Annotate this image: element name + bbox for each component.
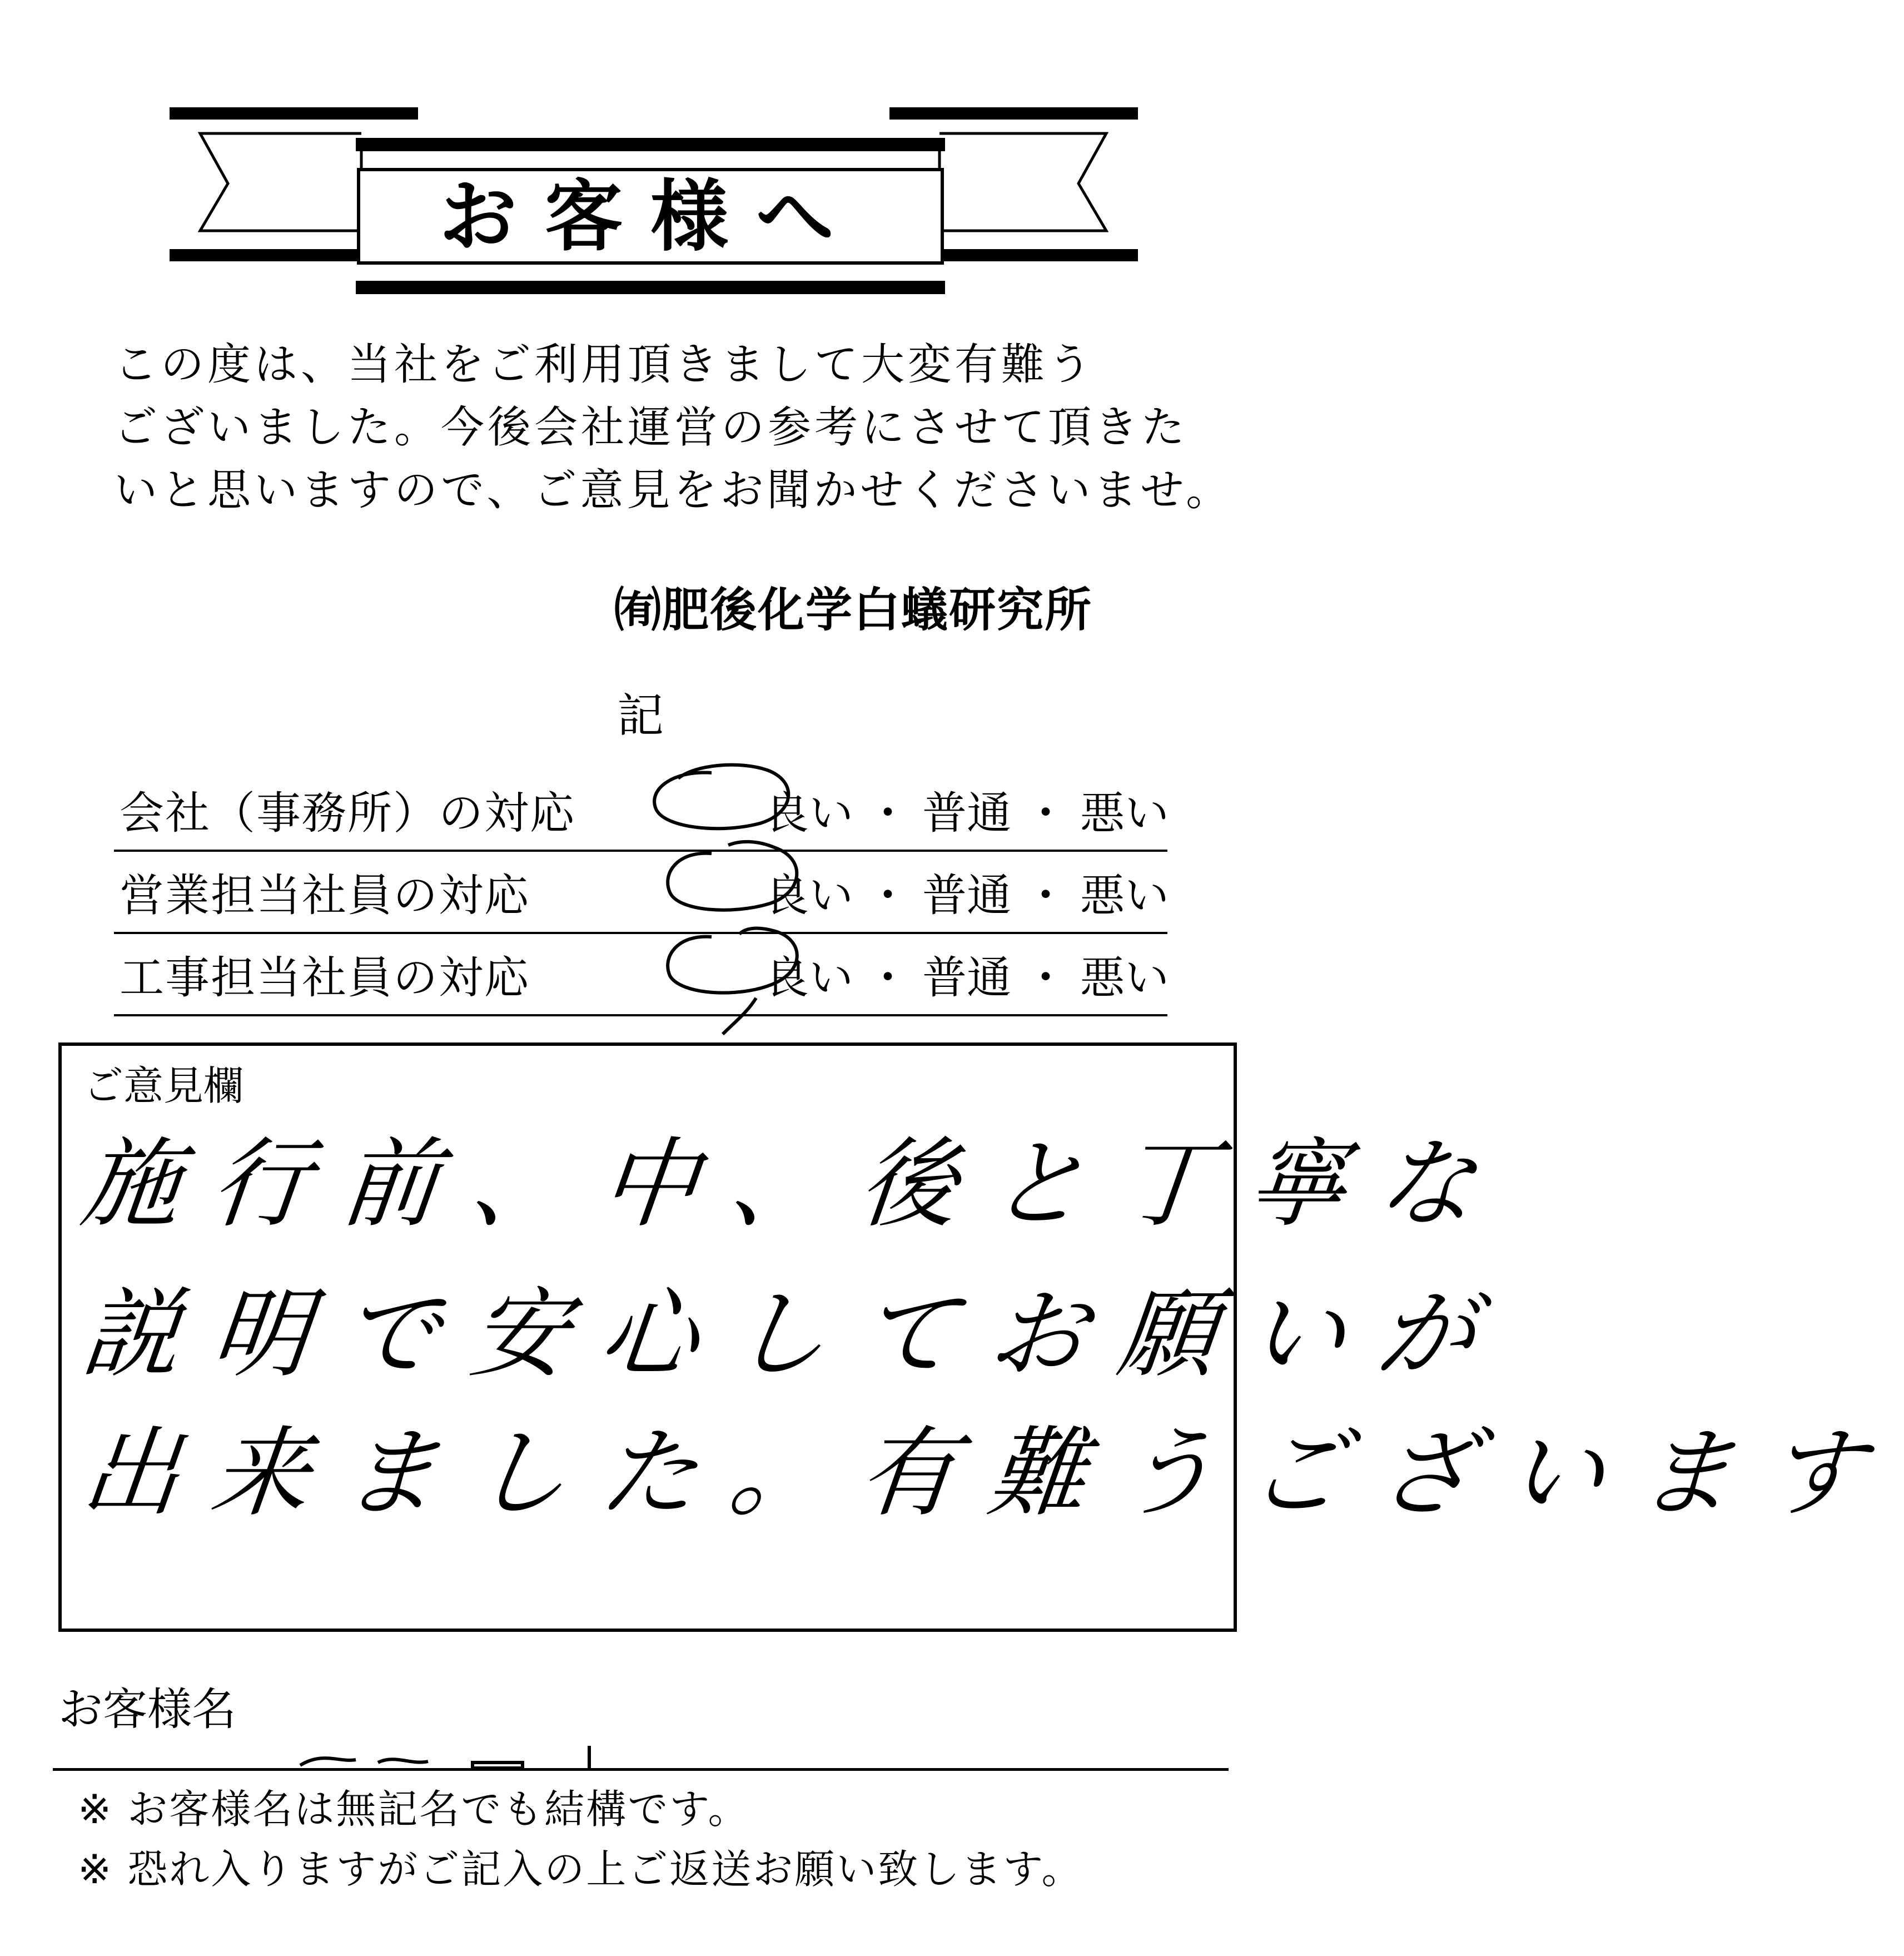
rating-options: 良い ・ 普通 ・ 悪い: [764, 777, 1169, 841]
option-bad[interactable]: 悪い: [1080, 870, 1169, 921]
option-bad[interactable]: 悪い: [1080, 952, 1169, 1004]
option-bad[interactable]: 悪い: [1080, 787, 1169, 839]
option-good[interactable]: 良い: [764, 787, 853, 839]
option-normal[interactable]: 普通: [922, 787, 1011, 839]
company-name: ㈲肥後化学白蟻研究所: [614, 583, 1093, 637]
customer-name-label: お客様名: [58, 1684, 236, 1735]
selection-circle-marks: [628, 745, 828, 1045]
option-good[interactable]: 良い: [764, 952, 853, 1004]
handwritten-comment-line: 施行前、中、後と丁寧な: [76, 1128, 1514, 1241]
rating-options: 良い ・ 普通 ・ 悪い: [764, 860, 1169, 924]
rating-label: 会社（事務所）の対応: [120, 787, 575, 839]
footnote: ※ お客様名は無記名でも結構です。: [78, 1786, 750, 1833]
rating-label: 工事担当社員の対応: [120, 952, 530, 1004]
intro-paragraph: [114, 334, 1233, 522]
title-ribbon-banner: [0, 0, 1302, 311]
option-normal[interactable]: 普通: [922, 952, 1011, 1004]
footnote: ※ 恐れ入りますがご記入の上ご返送お願い致します。: [78, 1846, 1083, 1893]
page-title: お客様へ: [439, 171, 862, 262]
handwritten-comment-line: 説明で安心してお願いが: [76, 1278, 1514, 1391]
option-good[interactable]: 良い: [764, 870, 853, 921]
ki-heading: 記: [617, 688, 664, 743]
handwritten-comment-line: 出来ました。有難うございます: [76, 1417, 1902, 1530]
intro-line: この度は、当社をご利用頂きまして大変有難う: [114, 340, 1095, 390]
option-normal[interactable]: 普通: [922, 870, 1011, 921]
footnotes: [78, 1779, 1083, 1899]
rating-options: 良い ・ 普通 ・ 悪い: [764, 942, 1169, 1006]
opinion-label: ご意見欄: [83, 1063, 244, 1109]
rating-label: 営業担当社員の対応: [120, 870, 530, 921]
customer-name-field[interactable]: [53, 1768, 1229, 1771]
intro-line: ございました。今後会社運営の参考にさせて頂きた: [114, 403, 1189, 453]
intro-line: いと思いますので、ご意見をお聞かせくださいませ。: [114, 465, 1233, 515]
